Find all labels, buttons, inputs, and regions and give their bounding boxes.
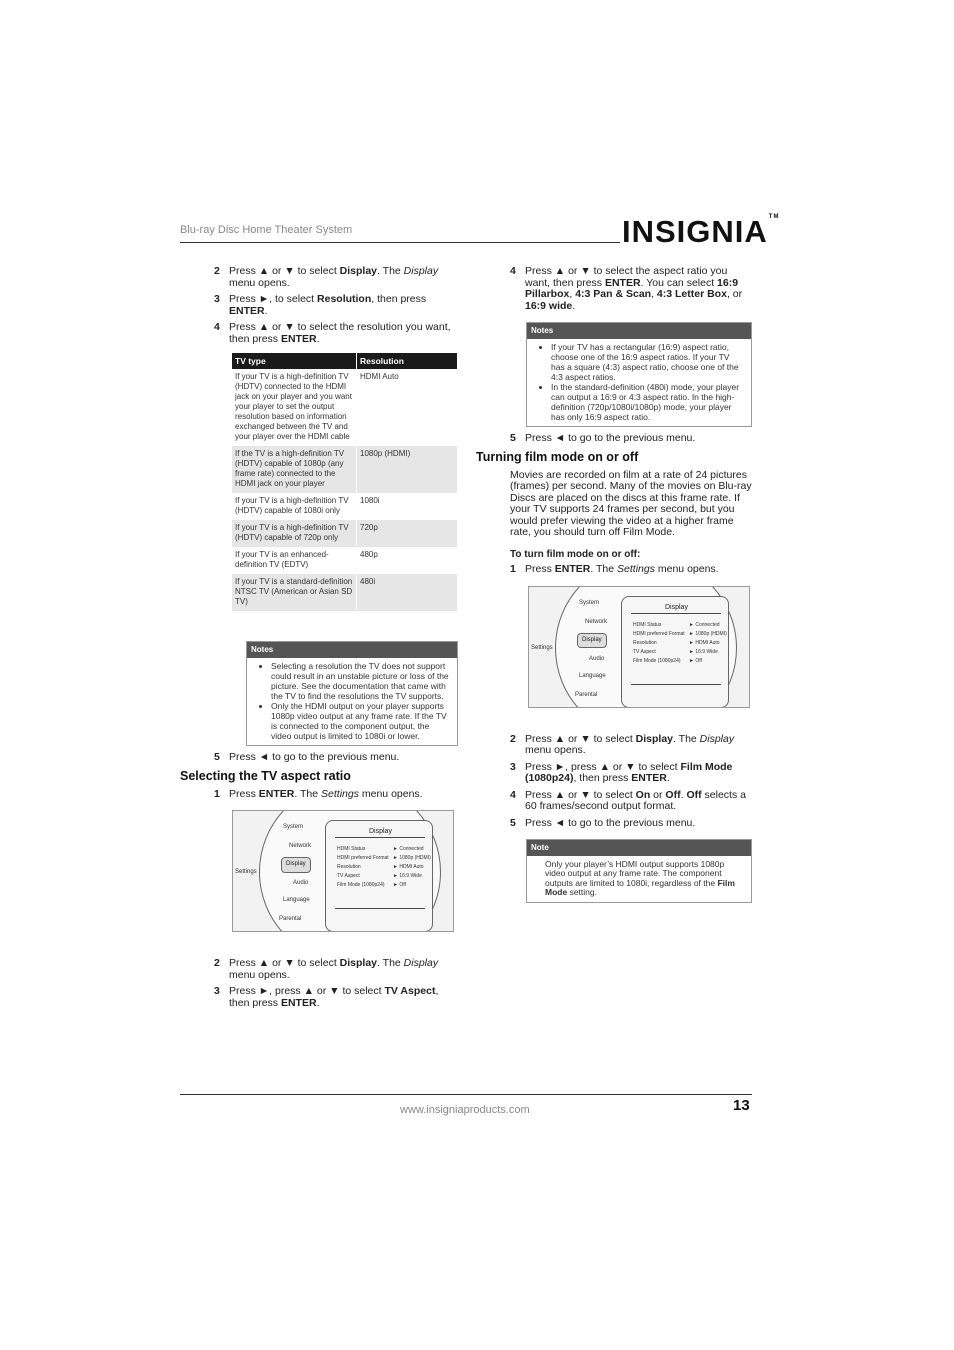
panel-row-value: 16:9 Wide	[695, 648, 718, 655]
table-header-resolution: Resolution	[357, 353, 458, 369]
footer-url: www.insigniaproducts.com	[400, 1104, 530, 1116]
aspect-notes-box	[526, 322, 752, 427]
menu-item-system: System	[283, 824, 304, 830]
header-rule	[180, 242, 620, 243]
panel-row-label: TV Aspect	[633, 648, 656, 655]
left-column	[180, 265, 459, 1014]
panel-row-label: Film Mode (1080p24)	[337, 882, 385, 888]
step-1-press-enter: 1 Press ENTER. The Settings menu opens.	[510, 563, 719, 575]
table-row: If your TV is a high-definition TV (HDTV) connected to the HDMI jack on your player and you want your player to set the output resolution based on information exchanged between the TV and your player over the HDMI cable HDMI Auto	[232, 369, 457, 446]
table-header-tv-type: TV type	[232, 353, 357, 369]
step-2-select-display: 2 Press ▲ or ▼ to select Display. The Display menu opens.	[214, 957, 439, 981]
step-3-select-film-mode: 3 Press ►, press ▲ or ▼ to select Film Mode (1080p24), then press ENTER.	[510, 760, 733, 784]
notes-heading: Notes	[527, 323, 751, 339]
display-panel-title: Display	[665, 603, 688, 611]
panel-row-value: Off	[695, 657, 702, 664]
resolution-notes-box	[246, 641, 458, 746]
step-1-press-enter: 1 Press ENTER. The Settings menu opens.	[214, 787, 423, 800]
step-3-select-resolution: 3 Press ►, to select Resolution, then press ENTER.	[214, 293, 427, 317]
menu-item-display-selected: Display	[577, 633, 607, 649]
step-5-previous-menu: 5 Press ◄ to go to the previous menu.	[214, 750, 400, 763]
page-number: 13	[733, 1097, 750, 1114]
step-3-select-tv-aspect: 3 Press ►, press ▲ or ▼ to select TV Aspect, then press ENTER.	[214, 985, 439, 1009]
menu-root-settings: Settings	[235, 869, 257, 875]
table-row: If your TV is a high-definition TV (HDTV) capable of 720p only 720p	[232, 520, 457, 547]
panel-row-value: HDMI Auto	[695, 639, 720, 646]
menu-root-settings: Settings	[531, 644, 553, 651]
note-item: • Only the HDMI output on your player supports 1080p video output at any frame rate. If the TV is connected to the component output, the video output is limited to 1080i or lower.	[271, 701, 451, 741]
menu-item-network: Network	[585, 618, 608, 625]
menu-item-system: System	[579, 599, 600, 606]
menu-item-audio: Audio	[293, 880, 309, 886]
running-header: Blu-ray Disc Home Theater System	[180, 224, 353, 236]
panel-row-value: HDMI Auto	[399, 864, 424, 870]
table-row: If your TV is an enhanced-definition TV (EDTV) 480p	[232, 547, 457, 574]
menu-item-language: Language	[283, 897, 310, 903]
film-mode-subhead: To turn film mode on or off:	[510, 548, 641, 560]
note-item: • In the standard-definition (480i) mode, your player can output a 16:9 or 4:3 aspect ratio. In the high-definition (720p/1080i/1080p) mode, your player has only 16:9 aspect ratio.	[551, 382, 745, 422]
panel-row-label: TV Aspect	[337, 873, 360, 879]
right-column	[476, 265, 755, 909]
panel-row-label: HDMI Status	[633, 621, 662, 628]
step-4-select-on-off: 4 Press ▲ or ▼ to select On or Off. Off selects a 60 frames/second output format.	[510, 788, 746, 812]
insignia-logo: INSIGNIA™	[622, 214, 780, 249]
panel-row-value: Connected	[695, 621, 720, 628]
panel-row-label: HDMI Status	[337, 846, 366, 852]
display-panel-title: Display	[369, 828, 392, 835]
step-2-select-display: 2 Press ▲ or ▼ to select Display. The Display menu opens.	[510, 732, 735, 756]
section-title-film-mode: Turning film mode on or off	[476, 450, 639, 464]
note-item: • Selecting a resolution the TV does not support could result in an unstable picture or loss of the picture. See the documentation that came with the TV to find the resolutions the TV supports.	[271, 661, 451, 701]
step-4-select-aspect-ratio: 4 Press ▲ or ▼ to select the aspect ratio you want, then press ENTER. You can select 16:9 Pillarbox, 4:3 Pan & Scan, 4:3 Letter Box, or 16:9 wide.	[510, 265, 743, 312]
menu-item-network: Network	[289, 843, 312, 849]
settings-menu-screenshot: Settings System Network Display Audio Language Parental Display HDMI Status ► Connected HDMI preferred Format ► 1080p (HDMI) Resolution ► HDMI Auto TV Aspect ► 16:9 Wide Film Mode (1080p24) ► Off	[232, 810, 454, 932]
menu-item-display-selected: Display	[281, 857, 311, 873]
table-row: If your TV is a standard-definition NTSC TV (American or Asian SD TV) 480i	[232, 574, 457, 611]
film-mode-note-box	[526, 839, 752, 903]
note-heading: Note	[527, 840, 751, 856]
film-mode-intro: Movies are recorded on film at a rate of 24 pictures (frames) per second. Many of the movies on Blu-ray Discs are placed on the discs at this frame rate. If your TV supports 24 frames per second, but you would prefer viewing the video at a higher frame rate, you should turn off Film Mode.	[510, 468, 752, 538]
panel-row-label: HDMI preferred Format	[633, 630, 685, 637]
panel-row-value: 1080p (HDMI)	[695, 630, 727, 637]
menu-item-language: Language	[579, 672, 606, 679]
note-item: • If your TV has a rectangular (16:9) aspect ratio, choose one of the 16:9 aspect ratios. If your TV has a square (4:3) aspect ratio, choose one of the 4:3 aspect ratios.	[551, 342, 745, 382]
table-row: If the TV is a high-definition TV (HDTV) capable of 1080p (any frame rate) connected to the HDMI jack on your player 1080p (HDMI)	[232, 446, 457, 493]
menu-item-audio: Audio	[589, 655, 605, 662]
panel-row-value: Connected	[399, 846, 424, 852]
step-2-select-display: 2 Press ▲ or ▼ to select Display. The Display menu opens.	[214, 265, 439, 289]
step-4-select-resolution-value: 4 Press ▲ or ▼ to select the resolution you want, then press ENTER.	[214, 321, 451, 345]
panel-row-value: 1080p (HDMI)	[399, 855, 431, 861]
panel-row-value: Off	[399, 882, 406, 888]
footer-rule	[180, 1094, 752, 1095]
panel-row-label: Resolution	[633, 639, 657, 646]
notes-heading: Notes	[247, 642, 457, 658]
resolution-table	[232, 353, 457, 611]
section-title-aspect-ratio: Selecting the TV aspect ratio	[180, 769, 351, 783]
panel-row-label: Film Mode (1080p24)	[633, 657, 681, 664]
note-text: Only your player’s HDMI output supports 1080p video output at any frame rate. The component outputs are limited to 1080i, regardless of the Film Mode setting.	[545, 858, 735, 897]
panel-row-value: 16:9 Wide	[399, 873, 422, 879]
settings-menu-screenshot: Settings System Network Display Audio Language Parental Display HDMI Status ► Connected HDMI preferred Format ► 1080p (HDMI) Resolution ► HDMI Auto TV Aspect ► 16:9 Wide Film Mode (1080p24) ► Off	[528, 586, 750, 708]
step-5-previous-menu: 5 Press ◄ to go to the previous menu.	[510, 431, 696, 444]
panel-row-label: Resolution	[337, 864, 361, 870]
table-row: If your TV is a high-definition TV (HDTV) capable of 1080i only 1080i	[232, 493, 457, 520]
menu-item-parental: Parental	[279, 916, 302, 922]
panel-row-label: HDMI preferred Format	[337, 855, 389, 861]
step-5-previous-menu: 5 Press ◄ to go to the previous menu.	[510, 816, 696, 829]
menu-item-parental: Parental	[575, 691, 598, 698]
